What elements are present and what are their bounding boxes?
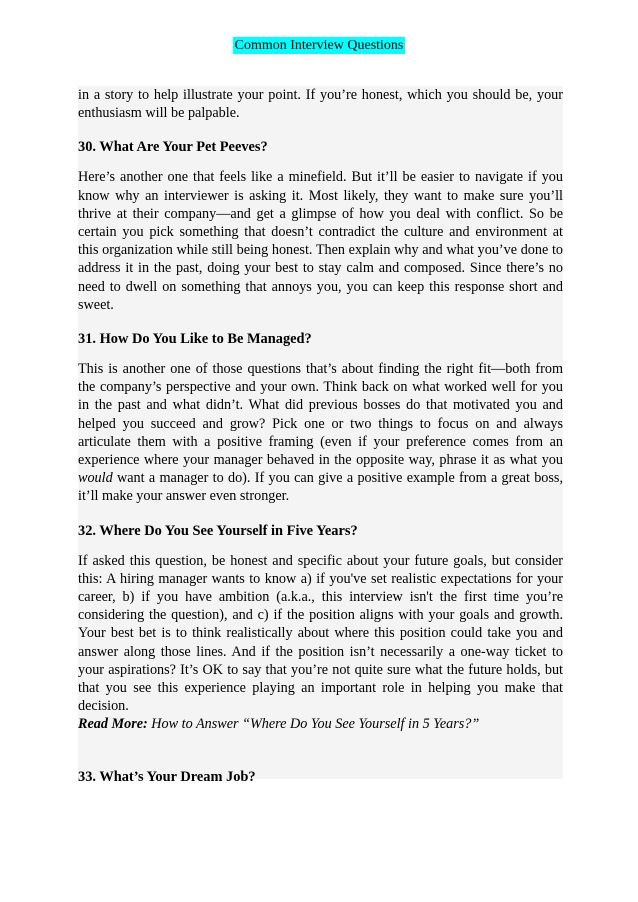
read-more-line[interactable] (78, 715, 563, 733)
heading-q30: 30. What Are Your Pet Peeves? (78, 139, 268, 156)
header-title: Common Interview Questions (234, 38, 404, 53)
paragraph-q31-emphasis: would (78, 470, 113, 487)
heading-q33: 33. What’s Your Dream Job? (78, 768, 256, 785)
document-body (78, 86, 563, 785)
page-header (0, 36, 638, 54)
paragraph-q31-part-b: want a manager to do). If you can give a positive example from a great boss, it’ll make your answer even stronger. (78, 470, 563, 505)
paragraph-q32: If asked this question, be honest and specific about your future goals, but consider this: A hiring manager wants to know a) if you've set realistic expectations for your career, b) if you have ambition (a.k.a., this interview isn't the first time you’re considering the question), and c) if the position aligns with your goals and growth. Your best bet is to think realistically about where this position could take you and answer along those lines. And if the position isn’t necessarily a one-way ticket to your aspirations? It’s OK to say that you’re not quite sure what the future holds, but that you see this experience playing an important role in helping you make that decision. (78, 552, 563, 715)
paragraph-q31-part-a: This is another one of those questions that’s about finding the right fit—both from the company’s perspective and your own. Think back on what worked well for you in the past and what didn’t. What did previous bosses do that motivated you and helped you succeed and grow? Pick one or two things to focus on and always articulate them with a positive framing (even if your preference comes from an experience where your manager behaved in the opposite way, phrase it as what you (78, 361, 563, 469)
paragraph-q30: Here’s another one that feels like a minefield. But it’ll be easier to navigate if you know why an interviewer is asking it. Most likely, they want to make sure you’ll thrive at their company—and get a glimpse of how you deal with conflict. So be certain you pick something that doesn’t contradict the culture and environment at this organization while still being honest. Then explain why and what you’ve done to address it in the past, doing your best to stay calm and composed. Since there’s no need to dwell on something that annoys you, you can keep this response short and sweet. (78, 169, 563, 313)
read-more-link[interactable]: How to Answer “Where Do You See Yourself in 5 Years?” (147, 716, 480, 733)
paragraph-q31 (78, 360, 563, 506)
heading-q31: 31. How Do You Like to Be Managed? (78, 331, 312, 348)
read-more-label: Read More: (78, 716, 148, 733)
intro-paragraph: in a story to help illustrate your point. If you’re honest, which you should be, your enthusiasm will be palpable. (78, 87, 563, 122)
heading-q32: 32. Where Do You See Yourself in Five Years? (78, 522, 358, 539)
